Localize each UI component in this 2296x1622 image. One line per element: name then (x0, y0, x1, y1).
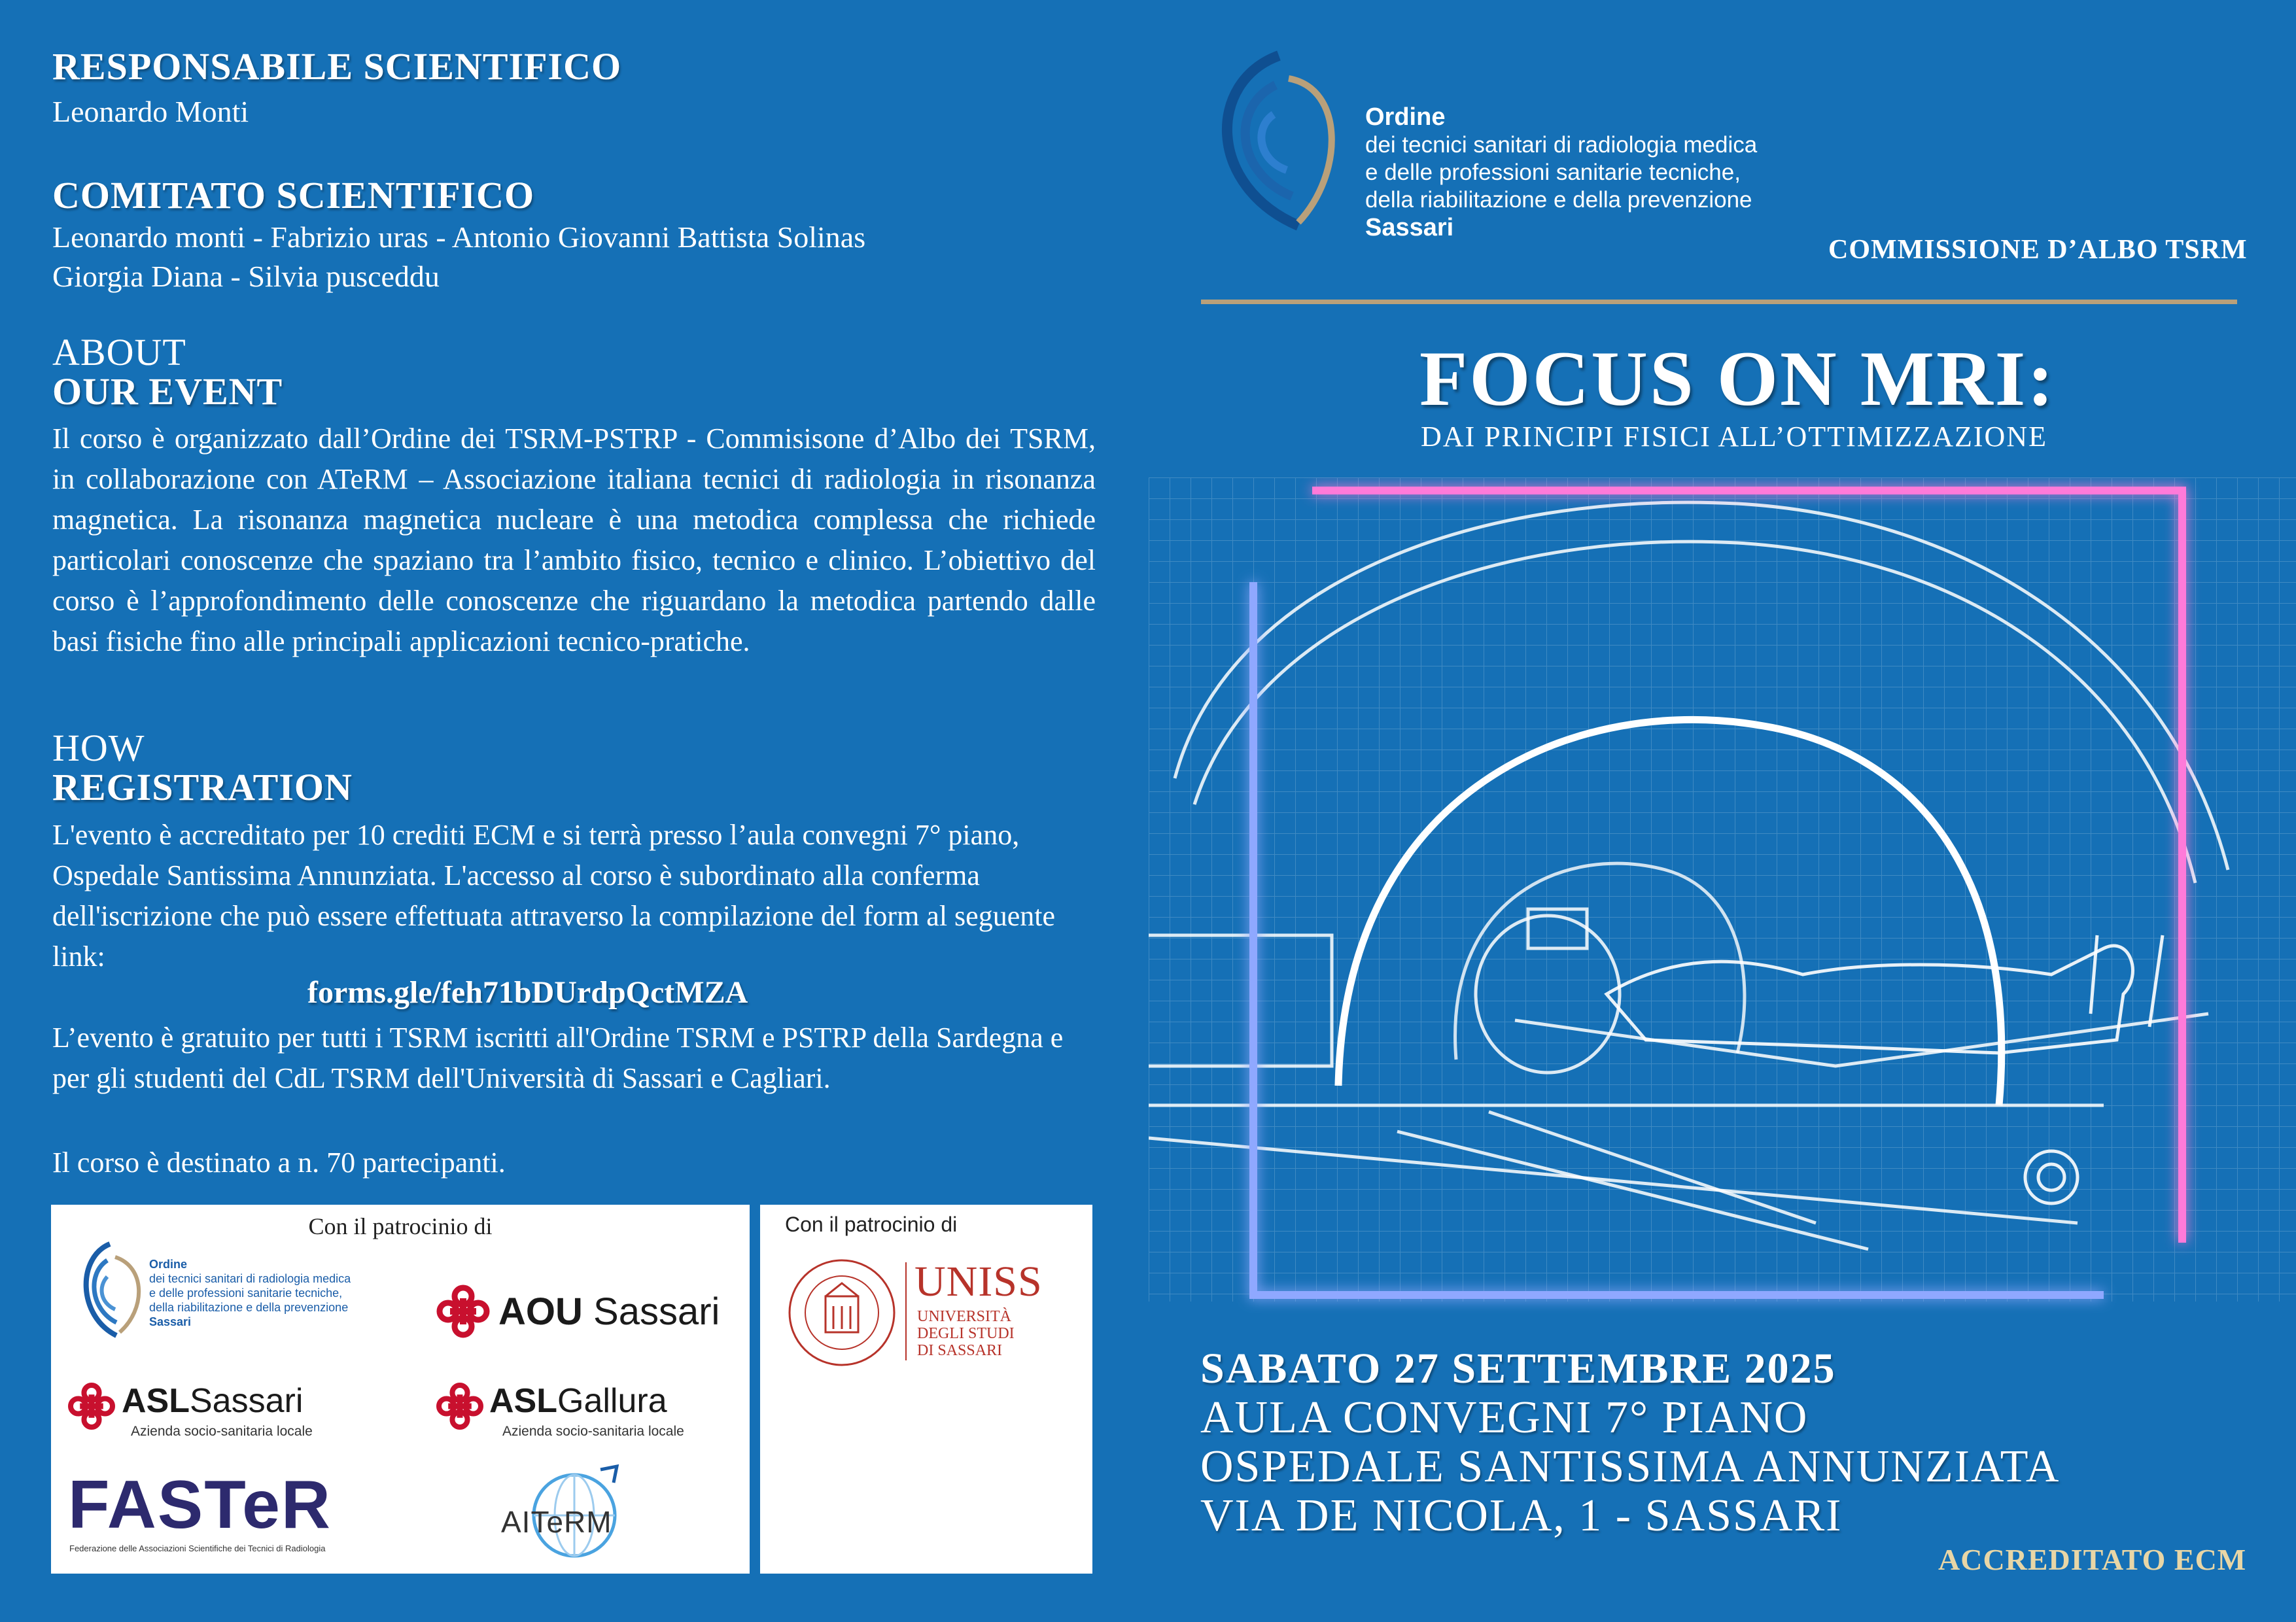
aou-cross-icon (434, 1282, 493, 1341)
event-subtitle: DAI PRINCIPI FISICI ALL’OTTIMIZZAZIONE (1421, 421, 2047, 453)
aou-rest: Sassari (582, 1290, 720, 1333)
ordine-line-2: e delle professioni sanitarie tecniche, (1365, 160, 1741, 185)
uniss-line-3: DI SASSARI (917, 1342, 1003, 1359)
comitato-line-2: Giorgia Diana - Silvia pusceddu (52, 260, 440, 293)
free-text: L’evento è gratuito per tutti i TSRM iscritti all'Ordine TSRM e PSTRP della Sardegna e per gli studenti del CdL TSRM dell'Università di Sassari e Cagliari. (52, 1022, 1064, 1094)
event-venue-2: OSPEDALE SANTISSIMA ANNUNZIATA (1200, 1441, 2061, 1492)
asl-sassari-rest: Sassari (190, 1382, 304, 1420)
how-label: HOW (52, 727, 145, 769)
asl-gallura-logo (489, 1381, 667, 1421)
patronage-2-title: Con il patrocinio di (785, 1213, 958, 1236)
faster-logo: FASTeR (68, 1467, 332, 1543)
capacity-text: Il corso è destinato a n. 70 partecipanti. (52, 1147, 506, 1179)
patron-ordine-title: Ordine (149, 1258, 188, 1271)
accreditato-label: ACCREDITATO ECM (1938, 1543, 2247, 1576)
asl-sassari-cross-icon (65, 1380, 118, 1432)
ordine-line-1: dei tecnici sanitari di radiologia medica (1365, 132, 1758, 158)
aiterm-logo: AITeRM (501, 1505, 612, 1539)
faster-sub: Federazione delle Associazioni Scientifiche dei Tecnici di Radiologia (69, 1544, 326, 1553)
responsabile-heading: RESPONSABILE SCIENTIFICO (52, 45, 622, 88)
responsabile-name: Leonardo Monti (52, 95, 249, 128)
asl-sassari-sub: Azienda socio-sanitaria locale (131, 1424, 313, 1439)
ordine-header-text (1365, 103, 1757, 242)
ordine-logo-large-icon (1200, 49, 1344, 232)
patronage-1-title: Con il patrocinio di (308, 1213, 493, 1239)
event-venue-1: AULA CONVEGNI 7° PIANO (1200, 1392, 1809, 1443)
event-date: SABATO 27 SETTEMBRE 2025 (1200, 1345, 1836, 1392)
ordine-city: Sassari (1365, 214, 1454, 241)
ordine-line-3: della riabilitazione e della prevenzione (1365, 187, 1752, 213)
uniss-seal-icon (786, 1257, 897, 1368)
uniss-line-2: DEGLI STUDI (917, 1325, 1015, 1342)
comitato-heading: COMITATO SCIENTIFICO (52, 174, 535, 216)
about-text: Il corso è organizzato dall’Ordine dei TSRM-PSTRP - Commisisone d’Albo dei TSRM, in collaborazione con ATeRM – Associazione italiana tecnici di radiologia in risonanza magnetica. La risonanza magnetica nucleare è una metodica complessa che richiede particolari conoscenze che spaziano tra l’ambito fisico, tecnico e clinico. L’obiettivo del corso è l’approfondimento delle conoscenze che riguardano la metodica partendo dalle basi fisiche fino alle principali applicazioni tecnico-pratiche. (52, 423, 1096, 657)
aou-sassari-logo (498, 1290, 720, 1334)
patron-ordine-line-1: dei tecnici sanitari di radiologia medica (149, 1272, 351, 1285)
asl-sassari-logo (122, 1381, 303, 1421)
mri-illustration (1149, 477, 2296, 1315)
patronage-box-2 (760, 1205, 1092, 1574)
patron-ordine-line-2: e delle professioni sanitarie tecniche, (149, 1286, 343, 1300)
asl-gallura-sub: Azienda socio-sanitaria locale (502, 1424, 684, 1439)
asl-sassari-strong: ASL (122, 1382, 190, 1420)
about-heading: OUR EVENT (52, 370, 283, 413)
asl-gallura-cross-icon (434, 1380, 486, 1432)
commissione-label: COMMISSIONE D’ALBO TSRM (1828, 235, 2248, 265)
registration-text: L'evento è accreditato per 10 crediti ECM e si terrà presso l’aula convegni 7° piano, Ospedale Santissima Annunziata. L'accesso al corso è subordinato alla conferma dell'iscrizione che può essere effettuata attraverso la compilazione del form al seguente link: (52, 819, 1055, 973)
uniss-line-1: UNIVERSITÀ (917, 1308, 1011, 1325)
uniss-name: UNISS (914, 1258, 1043, 1305)
asl-gallura-rest: Gallura (557, 1382, 667, 1420)
patron-ordine-text (149, 1257, 351, 1329)
patronage-box-1 (51, 1205, 750, 1574)
uniss-divider (905, 1262, 907, 1360)
registration-link[interactable]: forms.gle/feh71bDUrdpQctMZA (307, 975, 748, 1010)
patron-ordine-city: Sassari (149, 1315, 192, 1328)
event-title: FOCUS ON MRI: (1419, 335, 2056, 422)
header-divider (1201, 300, 2237, 304)
ordine-title: Ordine (1365, 103, 1446, 131)
ordine-logo-icon (64, 1237, 149, 1342)
registration-heading: REGISTRATION (52, 766, 353, 808)
uniss-lines (917, 1308, 1015, 1359)
event-venue-3: VIA DE NICOLA, 1 - SASSARI (1200, 1491, 1843, 1541)
patron-ordine-line-3: della riabilitazione e della prevenzione (149, 1301, 349, 1314)
aou-strong: AOU (498, 1290, 583, 1333)
asl-gallura-strong: ASL (489, 1382, 557, 1420)
about-label: ABOUT (52, 331, 186, 373)
comitato-line-1: Leonardo monti - Fabrizio uras - Antonio Giovanni Battista Solinas (52, 220, 866, 254)
